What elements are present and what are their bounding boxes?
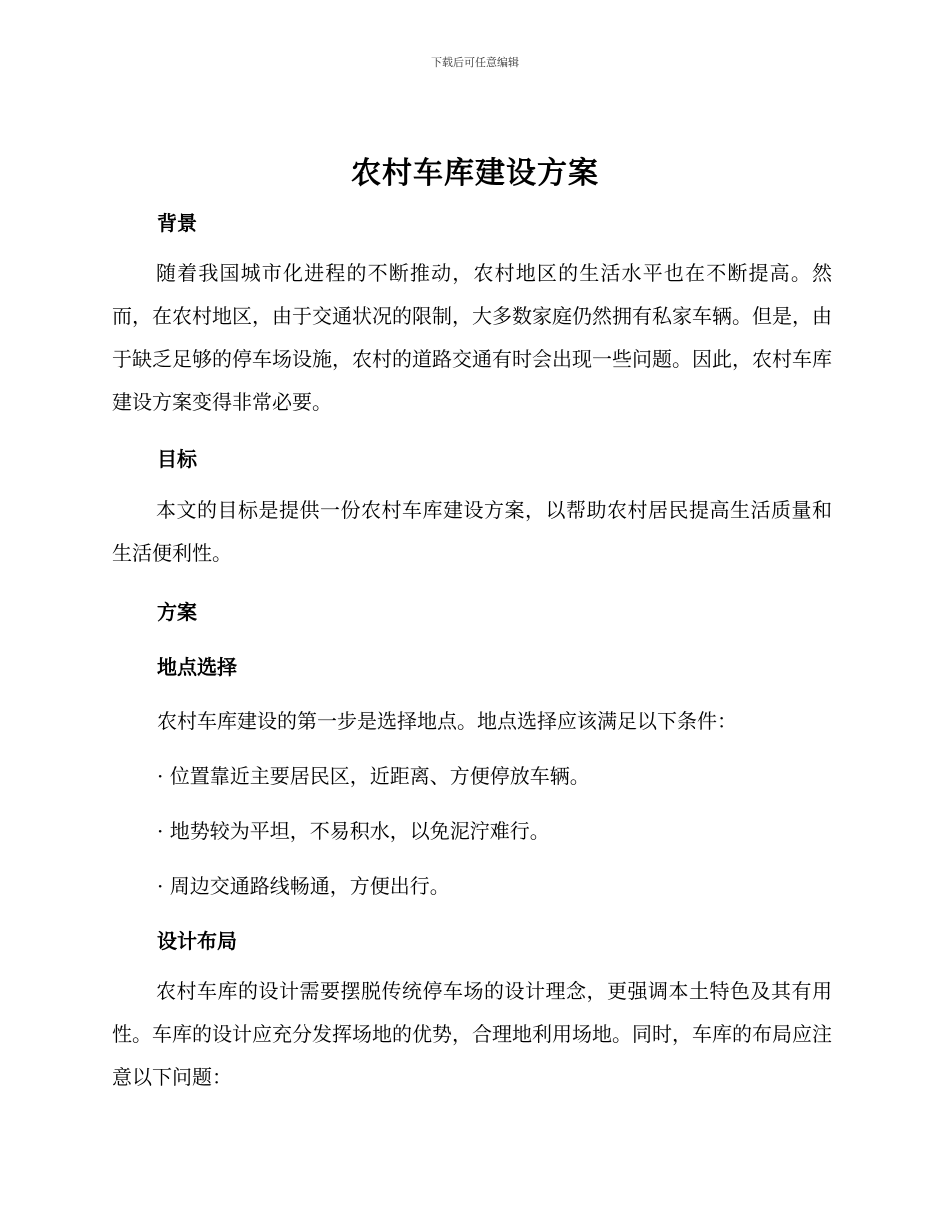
paragraph-site-intro: 农村车库建设的第一步是选择地点。地点选择应该满足以下条件： xyxy=(157,709,737,733)
heading-site-selection: 地点选择 xyxy=(157,655,237,679)
heading-goal: 目标 xyxy=(157,447,197,471)
paragraph-background: 随着我国城市化进程的不断推动，农村地区的生活水平也在不断提高。然而，在农村地区，由于交通状况的限制，大多数家庭仍然拥有私家车辆。但是，由于缺乏足够的停车场设施，农村的道路交通有时会出现一些问题。因此，农村车库建设方案变得非常必要。 xyxy=(112,261,832,414)
heading-design-layout: 设计布局 xyxy=(157,929,237,953)
list-item: · 周边交通路线畅通，方便出行。 xyxy=(157,874,450,898)
list-item: · 地势较为平坦，不易积水，以免泥泞难行。 xyxy=(157,819,550,843)
paragraph-design-layout: 农村车库的设计需要摆脱传统停车场的设计理念，更强调本土特色及其有用性。车库的设计应充分发挥场地的优势，合理地利用场地。同时，车库的布局应注意以下问题： xyxy=(112,979,832,1089)
header-note: 下载后可任意编辑 xyxy=(431,56,519,69)
document-title: 农村车库建设方案 xyxy=(351,156,599,191)
paragraph-goal: 本文的目标是提供一份农村车库建设方案，以帮助农村居民提高生活质量和生活便利性。 xyxy=(112,498,832,565)
list-item: · 位置靠近主要居民区，近距离、方便停放车辆。 xyxy=(157,764,590,788)
heading-background: 背景 xyxy=(157,211,197,235)
heading-plan: 方案 xyxy=(157,600,197,624)
